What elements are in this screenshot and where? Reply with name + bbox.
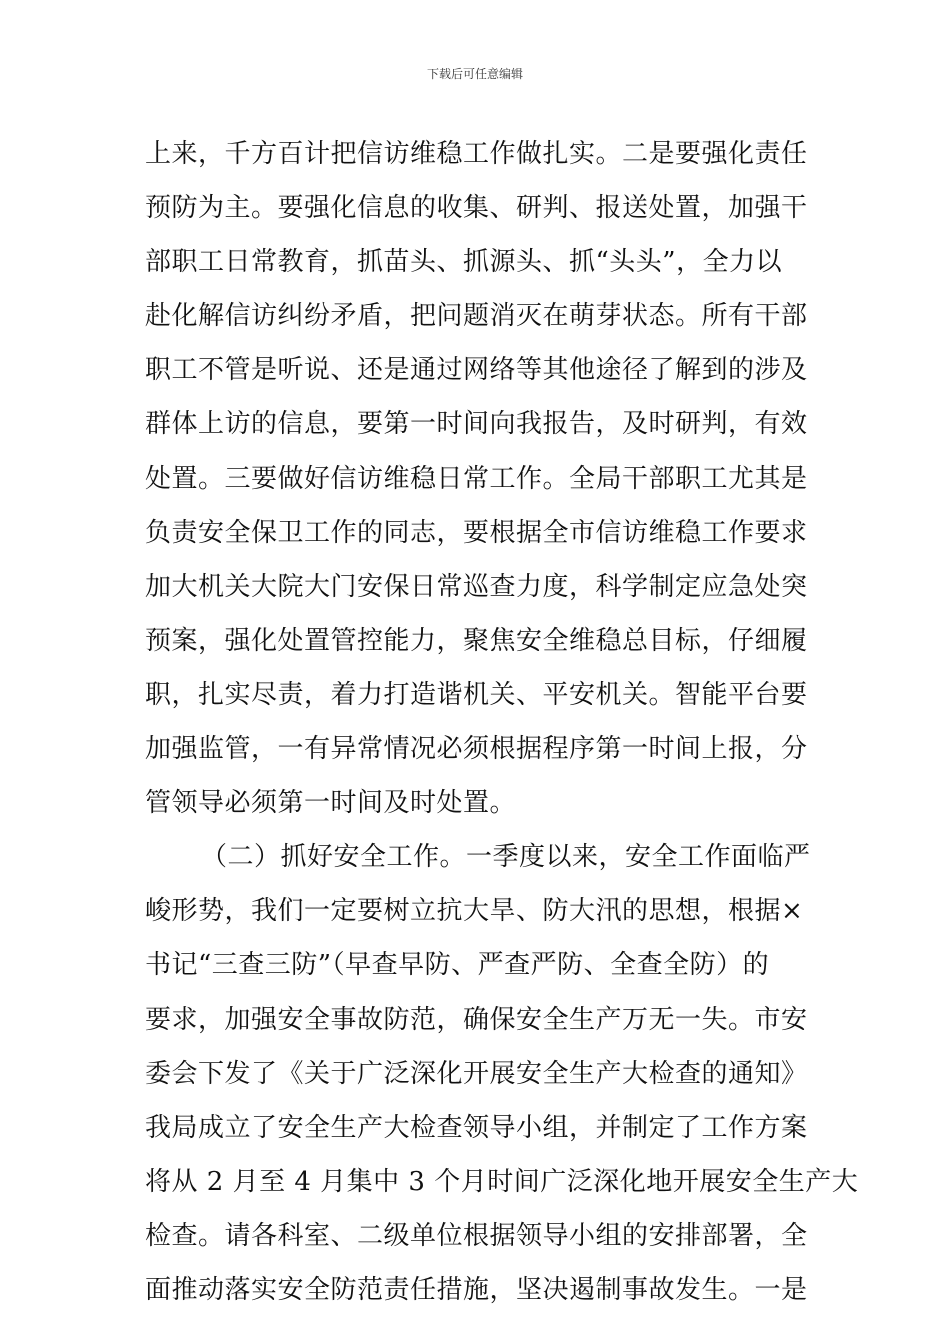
text-line: 预防为主。要强化信息的收集、研判、报送处置，加强干	[145, 193, 808, 224]
text-line: （二）抓好安全工作。一季度以来，安全工作面临严	[201, 842, 811, 873]
text-line: 群体上访的信息，要第一时间向我报告，及时研判，有效	[145, 409, 808, 440]
text-line: 负责安全保卫工作的同志，要根据全市信访维稳工作要求	[145, 517, 808, 548]
text-line: 我局成立了安全生产大检查领导小组，并制定了工作方案	[145, 1112, 808, 1143]
text-line: 职，扎实尽责，着力打造谐机关、平安机关。智能平台要	[145, 679, 808, 710]
text-line: 要求，加强安全事故防范，确保安全生产万无一失。市安	[145, 1004, 808, 1035]
text-line: 管领导必须第一时间及时处置。	[145, 788, 517, 819]
paragraph-2	[145, 830, 859, 1317]
text-line: 委会下发了《关于广泛深化开展安全生产大检查的通知》	[145, 1058, 808, 1089]
text-line: 加强监管，一有异常情况必须根据程序第一时间上报，分	[145, 734, 808, 765]
text-line: 面推动落实安全防范责任措施，坚决遏制事故发生。一是	[145, 1274, 808, 1305]
paragraph-1	[145, 127, 815, 830]
page-header: 下载后可任意编辑	[426, 67, 523, 81]
text-line: 检查。请各科室、二级单位根据领导小组的安排部署，全	[145, 1220, 808, 1251]
text-line: 职工不管是听说、还是通过网络等其他途径了解到的涉及	[145, 355, 808, 386]
text-line: 书记“三查三防”（早查早防、严查严防、全查全防）的	[145, 950, 770, 981]
text-line: 将从 2 月至 4 月集中 3 个月时间广泛深化地开展安全生产大	[145, 1166, 859, 1197]
text-line: 加大机关大院大门安保日常巡查力度，科学制定应急处突	[145, 571, 808, 602]
text-line: 部职工日常教育，抓苗头、抓源头、抓“头头”，全力以	[145, 247, 783, 278]
text-line: 上来，千方百计把信访维稳工作做扎实。二是要强化责任	[145, 139, 808, 169]
text-line: 预案，强化处置管控能力，聚焦安全维稳总目标，仔细履	[145, 625, 808, 656]
text-line: 处置。三要做好信访维稳日常工作。全局干部职工尤其是	[145, 463, 808, 494]
text-line: 峻形势，我们一定要树立抗大旱、防大汛的思想，根据×	[145, 896, 804, 927]
text-line: 赴化解信访纠纷矛盾，把问题消灭在萌芽状态。所有干部	[145, 301, 808, 332]
document-body	[145, 127, 859, 1317]
